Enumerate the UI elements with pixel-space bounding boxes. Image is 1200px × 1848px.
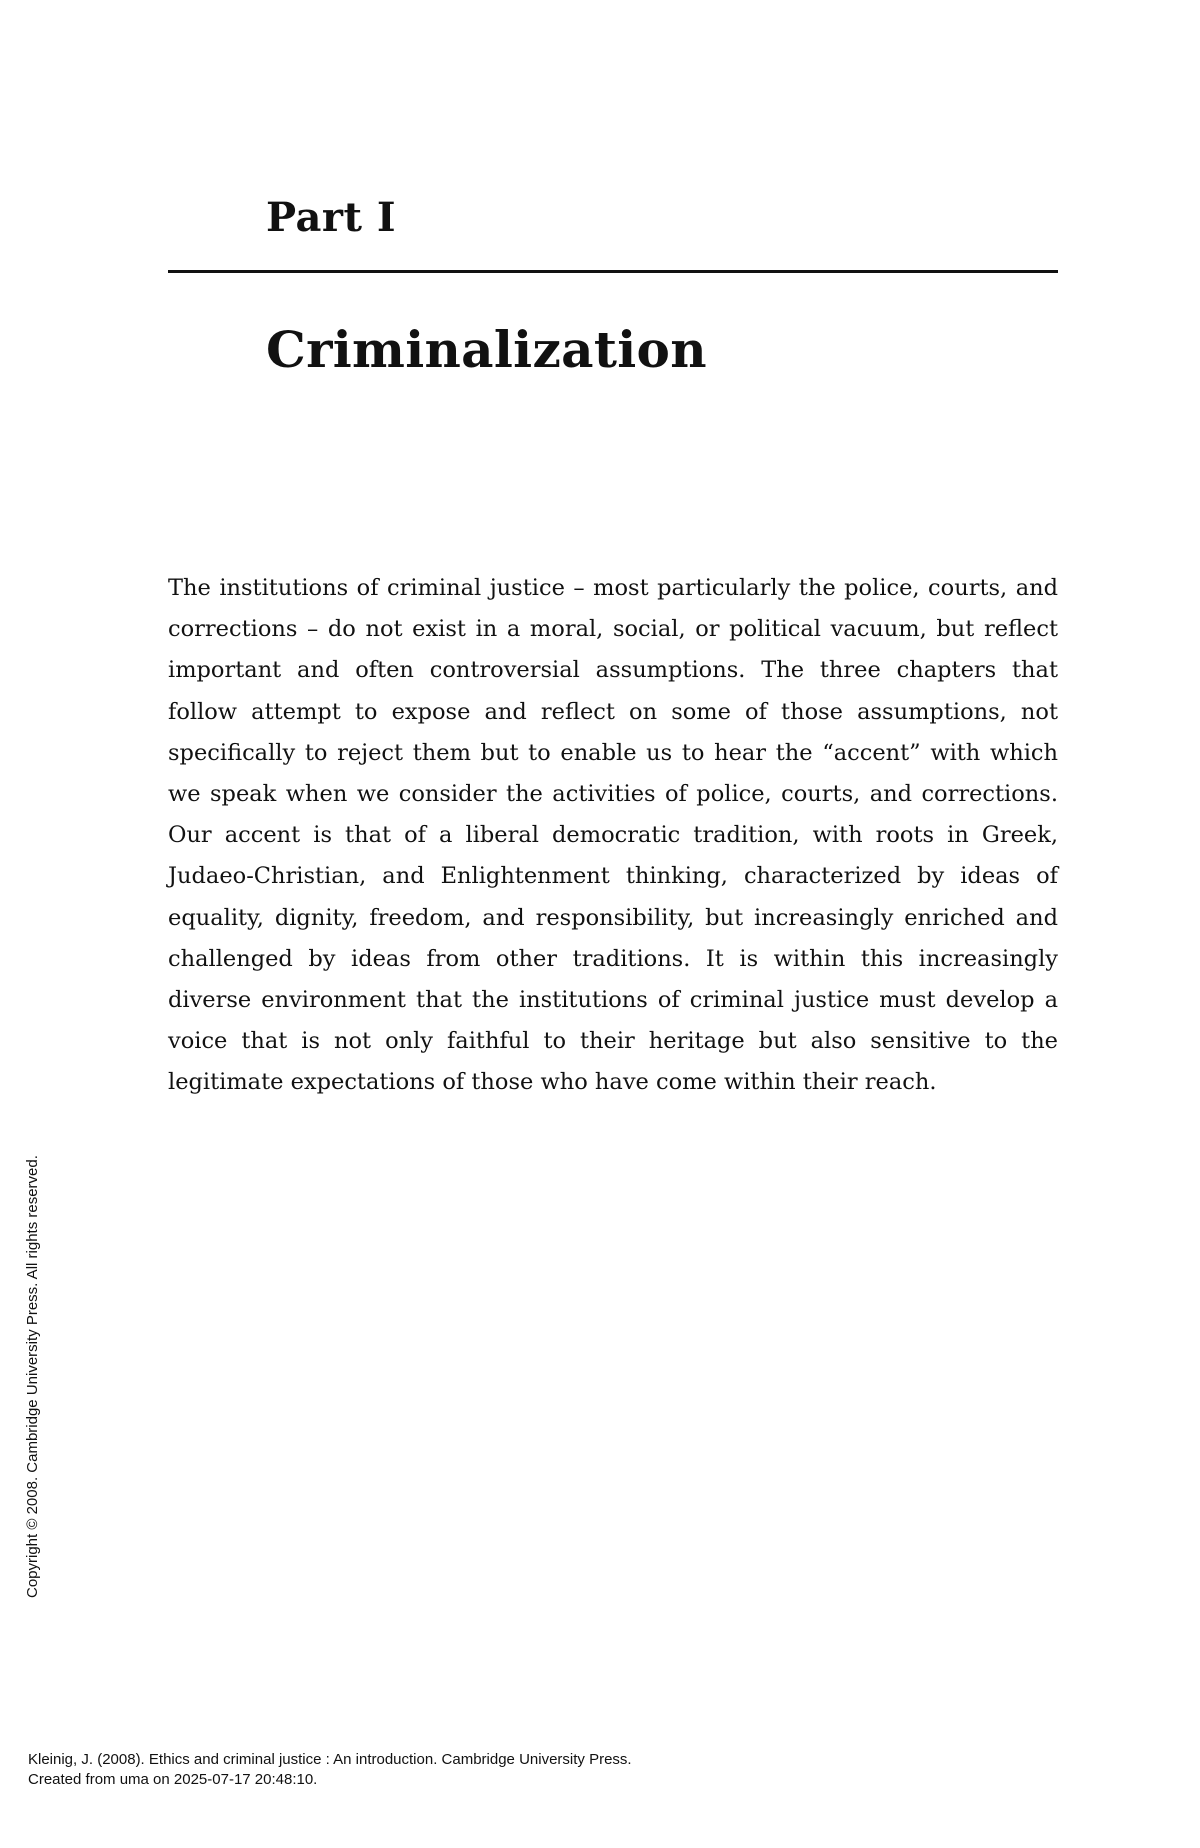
- intro-paragraph: The institutions of criminal justice – most particularly the police, courts, and corrections – do not exist in a moral, social, or political vacuum, but reflect important and often controversial assumptions. The three chapters that follow attempt to expose and reflect on some of those assumptions, not specifically to reject them but to enable us to hear the “accent” with which we speak when we consider the activities of police, courts, and corrections. Our accent is that of a liberal democratic tradition, with roots in Greek, Judaeo-Christian, and Enlightenment thinking, characterized by ideas of equality, dignity, freedom, and responsibility, but increasingly enriched and challenged by ideas from other traditions. It is within this increasingly diverse environment that the institutions of criminal justice must develop a voice that is not only faithful to their heritage but also sensitive to the legitimate expectations of those who have come within their reach.: [168, 575, 1058, 1096]
- copyright-notice: Copyright © 2008. Cambridge University Press. All rights reserved.: [24, 1155, 41, 1598]
- citation-footer: [28, 1750, 632, 1790]
- section-divider: [168, 270, 1058, 273]
- citation-line: Kleinig, J. (2008). Ethics and criminal justice : An introduction. Cambridge University Press.: [28, 1751, 632, 1768]
- chapter-title: Criminalization: [266, 320, 707, 379]
- created-line: Created from uma on 2025-07-17 20:48:10.: [28, 1771, 318, 1788]
- part-label: Part I: [266, 194, 397, 241]
